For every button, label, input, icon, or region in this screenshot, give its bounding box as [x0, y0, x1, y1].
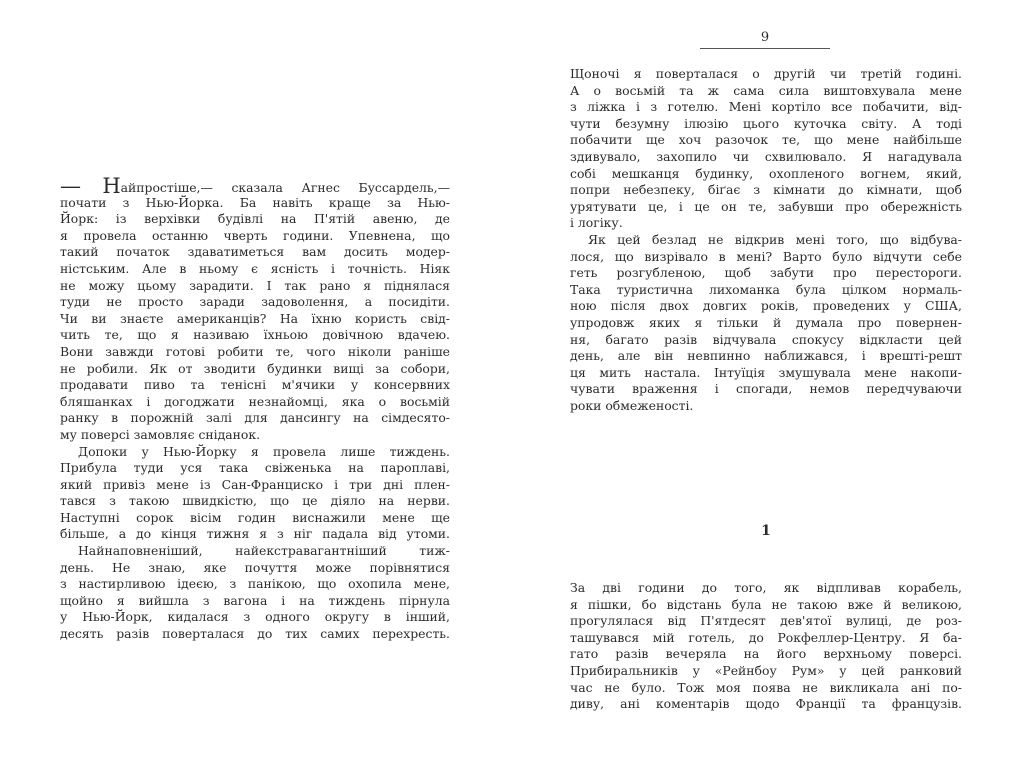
left-page-text — [60, 174, 450, 643]
text-line: день, але він невпинно наближався, і врешті-решт — [570, 348, 962, 364]
text-line: Вони завжди готові робити те, чого ніколи раніше — [60, 343, 450, 359]
text-line: — Найпростіше,— сказала Агнес Буссардель,— — [60, 174, 450, 198]
text-line: бляшанках і догоджати незнайомці, яка о восьмій — [60, 393, 450, 409]
text-line: десять разів поверталася до тих самих перехресть. — [60, 626, 450, 642]
left-page — [60, 0, 450, 768]
text-line: гато разів вечеряла на його верхньому поверсі. — [570, 646, 962, 662]
text-line: чить те, що я називаю їхньою довічною вдачею. — [60, 327, 450, 343]
text-line: ною після двох довгих років, проведених у США, — [570, 298, 962, 314]
text-line: Прибула туди уся така свіженька на пароплаві, — [60, 460, 450, 476]
text-line: туди не просто заради задоволення, а посидіти. — [60, 294, 450, 310]
text-line: у Нью-Йорк, кидалася з одного округу в інший, — [60, 609, 450, 625]
text-line: попри небезпеку, біґає з кімнати до кімнати, щоб — [570, 182, 962, 198]
header-rule — [700, 48, 830, 49]
text-line: диву, ані коментарів щодо Франції та французів. — [570, 696, 962, 712]
text-line: урятувати це, і це он те, забувши про обережність — [570, 198, 962, 214]
text-line: роки обмеженості. — [570, 397, 694, 413]
text-line: Найнаповненіший, найекстравагантніший тиж- — [78, 543, 450, 559]
text-line: А о восьмій та ж сама сила виштовхувала мене — [570, 82, 962, 98]
text-line: продавати пиво та тенісні м'ячики у консервних — [60, 377, 450, 393]
text-line: час не було. Тож моя поява не викликала ані по- — [570, 679, 962, 695]
text-line: побачити ще хоч разочок те, що мене найбільше — [570, 132, 962, 148]
text-line: Прибиральників у «Рейнбоу Рум» у цей ранковий — [570, 662, 962, 678]
text-line: Як цей безлад не відкрив мені того, що відбува- — [588, 231, 962, 247]
text-line: і логіку. — [570, 215, 623, 231]
text-line: здивувало, захопило чи схвилювало. Я нагадувала — [570, 148, 962, 164]
text-line: Йорк: із верхівки будівлі на П'ятій авеню, де — [60, 211, 450, 227]
text-line: Щоночі я поверталася о другій чи третій годині. — [570, 66, 962, 81]
right-page-top-text — [570, 66, 962, 414]
drop-initial: — Н — [60, 174, 121, 198]
text-line: чути безумну ілюзію цього куточка світу. А тоді — [570, 115, 962, 131]
text-line: прогулялася від П'ятдесят дев'ятої вулиці, де роз- — [570, 613, 962, 629]
text-line: не можу цьому зарадити. І так рано я піднялася — [60, 277, 450, 293]
chapter-number: 1 — [761, 523, 771, 539]
right-page-bottom-text — [570, 580, 962, 713]
page-number-header — [700, 30, 830, 49]
text-line: упродовж яких я тільки й думала про повернен- — [570, 314, 962, 330]
text-line: ранку в порожній залі для дансингу на сімдесято- — [60, 410, 450, 426]
text-line: геть розгубленою, щоб забути про перестороги. — [570, 265, 962, 281]
text-line: За дві години до того, як відпливав корабель, — [570, 580, 962, 595]
text-line: більше, а до кінця тижня я з ніг падала від утоми. — [60, 526, 450, 542]
text-line: Допоки у Нью-Йорку я провела лише тиждень. — [78, 443, 450, 459]
right-page — [570, 0, 962, 768]
text-line: Чи ви знаєте американців? На їхню користь свід- — [60, 310, 450, 326]
text-line: я пішки, бо відстань була не такою вже й великою, — [570, 596, 962, 612]
text-line: з ліжка і з готелю. Мені кортіло все побачити, від- — [570, 99, 962, 115]
text-line: ця мить настала. Інтуїція змушувала мене накопи- — [570, 364, 962, 380]
text-line: Така туристична лихоманка була цілком нормаль- — [570, 281, 962, 297]
text-line: ня, багато разів відчувала спокусу відкласти цей — [570, 331, 962, 347]
text-line: з настирливою ідеєю, з панікою, що охопила мене, — [60, 576, 450, 592]
text-line: ністським. Але в ньому є ясність і точність. Ніяк — [60, 260, 450, 276]
text-line: чувати враження і спогади, немов передчуваючи — [570, 381, 962, 397]
text-line: тався з такою швидкістю, що це діяло на нерви. — [60, 493, 450, 509]
text-line: му поверсі замовляє сніданок. — [60, 426, 261, 442]
text-line: лося, що визрівало в мені? Варто було відчути себе — [570, 248, 962, 264]
text-line: такий початок здаватиметься вам досить модер- — [60, 244, 450, 260]
text-line: який привіз мене із Сан-Франциско і три дні плен- — [60, 476, 450, 492]
text-line: ташувався мій готель, до Рокфеллер-Центру. Я ба- — [570, 629, 962, 645]
text-line: Наступні сорок вісім годин виснажили мене ще — [60, 509, 450, 525]
text-line: щойно я вийшла з вагона і на тиждень пірнула — [60, 592, 450, 608]
text-line: собі мешканця будинку, охопленого вогнем, який, — [570, 165, 962, 181]
text-line: день. Не знаю, яке почуття може порівнятися — [60, 559, 450, 575]
text-line: я провела останню чверть години. Упевнена, що — [60, 227, 450, 243]
page-number: 9 — [760, 30, 770, 45]
text-line: не робили. Як от зводити будинки вищі за собори, — [60, 360, 450, 376]
text-line: почати з Нью-Йорка. Ба навіть краще за Нью- — [60, 194, 450, 210]
